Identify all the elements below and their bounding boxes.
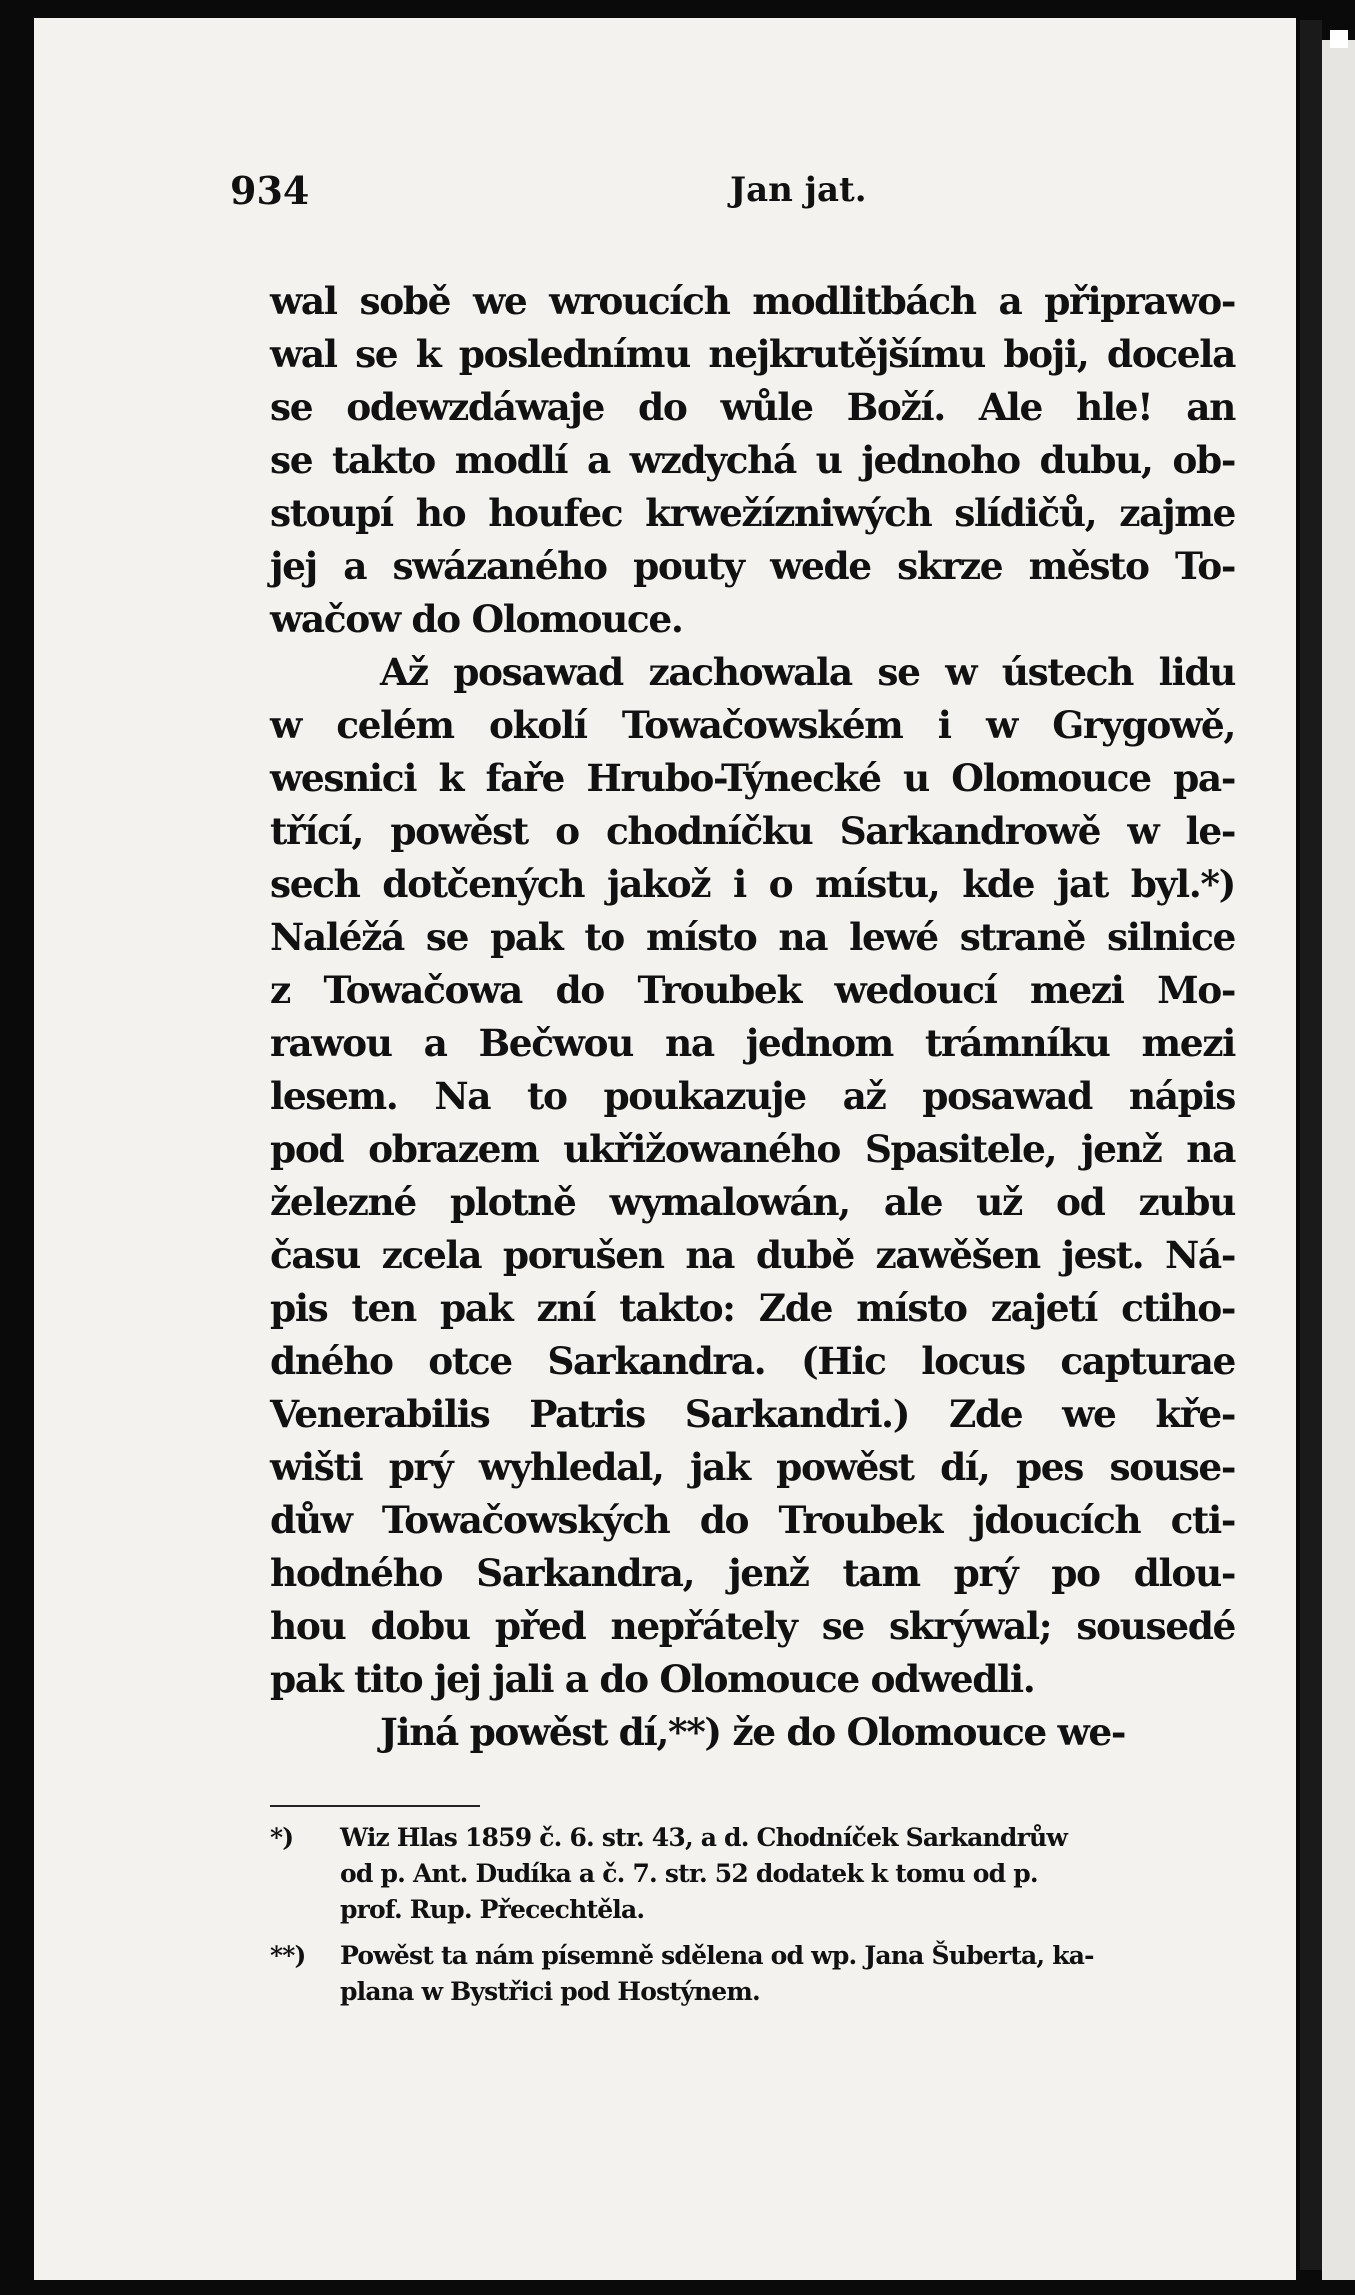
footnotes [270,1820,1235,2020]
text-line: Naléžá se pak to místo na lewé straně silnice [270,915,1235,959]
footnote-line: Wiz Hlas 1859 č. 6. str. 43, a d. Chodníček Sarkandrůw [340,1823,1068,1852]
text-line: sech dotčených jakož i o místu, kde jat byl.*) [270,862,1235,906]
text-line: wišti prý wyhledal, jak powěst dí, pes souse- [270,1445,1235,1489]
page-gutter [1300,20,1322,2270]
text-line: pod obrazem ukřižowaného Spasitele, jenž na [270,1127,1235,1171]
page-header [230,168,1240,218]
text-line: wačow do Olomouce. [270,597,683,641]
footnote-line: plana w Bystřici pod Hostýnem. [340,1977,760,2006]
footnote [270,1820,1235,1928]
text-line: důw Towačowských do Troubek jdoucích cti- [270,1498,1235,1542]
text-line: z Towačowa do Troubek wedoucí mezi Mo- [270,968,1235,1012]
footnote-line: Powěst ta nám písemně sdělena od wp. Jana Šuberta, ka- [340,1941,1094,1970]
scan-corner-mark [1330,30,1348,48]
text-line: rawou a Bečwou na jednom trámníku mezi [270,1021,1235,1065]
text-line: wal se k poslednímu nejkrutějšímu boji, docela [270,332,1235,376]
text-line: lesem. Na to poukazuje až posawad nápis [270,1074,1235,1118]
text-line: stoupí ho houfec krwežízniwých slídičů, zajme [270,491,1235,535]
next-page-edge [1322,40,1355,2280]
text-line: Venerabilis Patris Sarkandri.) Zde we kře- [270,1392,1235,1436]
text-line: dného otce Sarkandra. (Hic locus capturae [270,1339,1235,1383]
paragraph-start: Až posawad zachowala se w ústech lidu [380,650,1235,694]
footnote-line: prof. Rup. Přecechtěla. [340,1895,645,1924]
text-line: jej a swázaného pouty wede skrze město To- [270,544,1235,588]
text-line: wal sobě we wroucích modlitbách a připrawo- [270,279,1235,323]
text-line: pak tito jej jali a do Olomouce odwedli. [270,1657,1035,1701]
text-line: hou dobu před nepřátely se skrýwal; sousedé [270,1604,1235,1648]
text-line: třící, powěst o chodníčku Sarkandrowě w le- [270,809,1235,853]
text-line: wesnici k faře Hrubo-Týnecké u Olomouce pa- [270,756,1235,800]
paragraph-start: Jiná powěst dí,**) že do Olomouce we- [380,1710,1126,1754]
footnote-marker: *) [270,1823,294,1852]
text-line: času zcela porušen na dubě zawěšen jest. Ná- [270,1233,1235,1277]
footnote-separator [270,1805,480,1807]
text-line: železné plotně wymalowán, ale už od zubu [270,1180,1235,1224]
body-text [270,275,1235,1759]
text-line: w celém okolí Towačowském i w Grygowě, [270,703,1235,747]
page-number: 934 [230,168,310,213]
text-line: pis ten pak zní takto: Zde místo zajetí ctiho- [270,1286,1235,1330]
footnote-line: od p. Ant. Dudíka a č. 7. str. 52 dodatek k tomu od p. [340,1859,1038,1888]
text-line: se takto modlí a wzdychá u jednoho dubu, ob- [270,438,1235,482]
footnote [270,1938,1235,2010]
footnote-marker: **) [270,1941,306,1970]
running-head: Jan jat. [730,170,867,210]
text-line: se odewzdáwaje do wůle Boží. Ale hle! an [270,385,1235,429]
text-line: hodného Sarkandra, jenž tam prý po dlou- [270,1551,1235,1595]
